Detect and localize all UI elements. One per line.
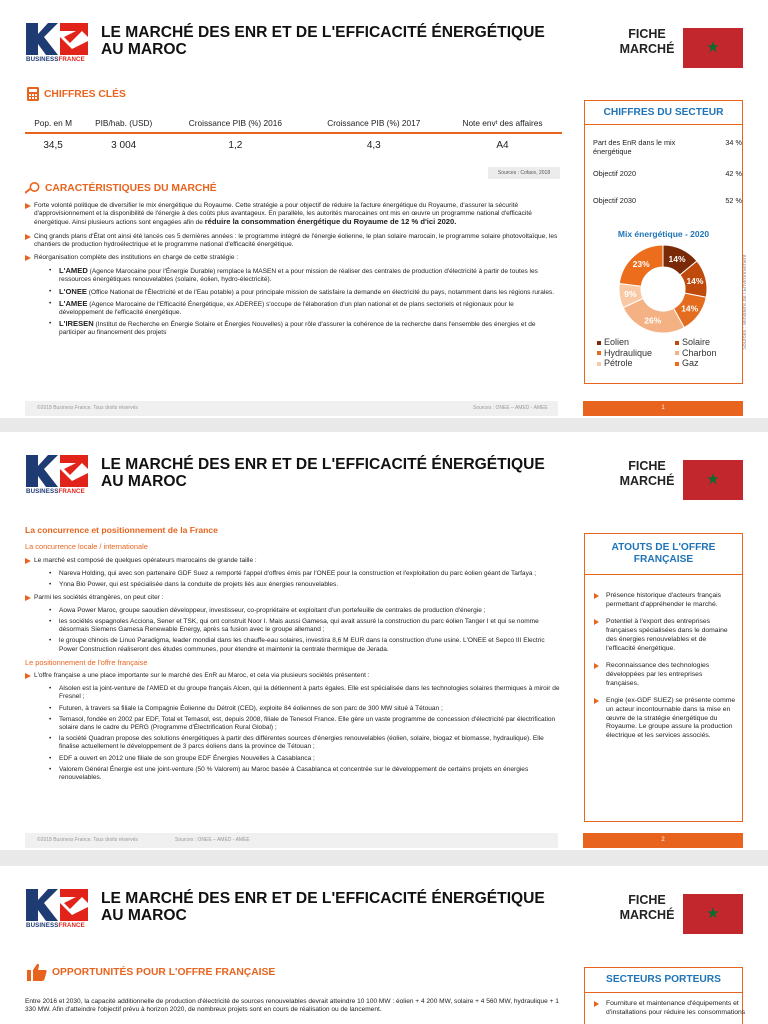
sector-figures-box (584, 100, 743, 384)
competition-text (25, 557, 565, 785)
caracteristiques-heading: CARACTÉRISTIQUES DU MARCHÉ (45, 183, 217, 194)
magnifier-icon (25, 182, 41, 194)
bullet-item (25, 202, 560, 228)
page-number: 2 (661, 837, 665, 843)
bullet-text: Forte volonté politique de diversifier le mix énergétique du Royaume. Cette stratégie a pour objectif de réduire la facture énergétique du Royaume, d'assurer la sécurité d'approvisionnement et la disponibilité de l'énergie à des coûts plus avantageux. En parallèle, les autorités marocaines ont mis en œuvre un programme national d'efficacité énergétique. Ainsi plusieurs actions sont engagées afin de (34, 202, 532, 227)
legend-label: Solaire (682, 337, 711, 347)
atouts-box (584, 533, 743, 822)
fiche-line-1: FICHE (628, 27, 666, 41)
title-line-1: LE MARCHÉ DES ENR ET DE L'EFFICACITÉ ÉNERGÉTIQUE (101, 24, 545, 41)
star-icon: ★ (706, 39, 720, 56)
table-header-cell: Croissance PIB (%) 2016 (166, 114, 304, 133)
sub-bullet-item: • Alsolen est la joint-venture de l'AMED et du groupe français Alcen, qui la détiennent à parts égales. Elle est spécialisée dans les technologies solaires thermiques à miroir de Fresnel ; (49, 685, 565, 701)
legend-swatch (597, 351, 601, 355)
kv-label: Objectif 2030 (593, 196, 636, 205)
legend-item (597, 348, 652, 359)
page-1 (0, 0, 768, 418)
copyright-text: ©2018 Business France. Tous droits réservés (37, 405, 138, 411)
legend-swatch (675, 362, 679, 366)
institution-name: L'ONEE (59, 286, 87, 296)
institution-desc: (Institut de Recherche en Énergie Solaire et Énergies Nouvelles) a pour rôle d'assurer la cohérence de la recherche dans l'ensemble des énergies et de participer au financement des projets (59, 321, 536, 337)
legend-swatch (675, 351, 679, 355)
opportunites-heading: OPPORTUNITÉS POUR L'OFFRE FRANÇAISE (52, 967, 276, 978)
business-france-logo (26, 455, 88, 497)
divider (585, 574, 742, 575)
sub-bullet-item (49, 300, 560, 317)
institution-desc: (Agence Marocaine pour l'Énergie Durable) remplace la MASEN et a pour mission de réaliser des centrales de production d'électricité à partir de toutes les ressources énergétiques renouvelables (solaire, éolien, hydro-électricité). (59, 268, 538, 284)
donut-label: 23% (632, 259, 650, 270)
legend-swatch (597, 362, 601, 366)
chart-legend (597, 337, 737, 369)
page-footer (25, 833, 743, 848)
kv-value: 52 % (725, 196, 742, 205)
table-cell: 4,3 (366, 139, 381, 151)
sub-bullet-item: • Nareva Holding, qui avec son partenaire GDF Suez a remporté l'appel d'offres émis par l'ONEE pour la construction et l'exploitation du parc éolien géant de Tarfaya ; (49, 570, 565, 578)
bullet-item (25, 557, 565, 565)
star-icon: ★ (706, 905, 720, 922)
title-line-2: AU MAROC (101, 41, 187, 58)
page-3 (0, 866, 768, 1024)
donut-label: 14% (686, 275, 704, 286)
table-cell: 1,2 (228, 139, 243, 151)
star-icon: ★ (706, 471, 720, 488)
bullet-text: L'offre française a une place importante sur le marché des EnR au Maroc, et cela via plusieurs sociétés présentent : (34, 672, 370, 680)
fiche-line-2: MARCHÉ (619, 474, 675, 488)
footer-sources: Sources : ONEE – AMED - AMEE (175, 837, 250, 843)
concurrence-locale-heading: La concurrence locale / internationale (25, 542, 148, 551)
fiche-line-1: FICHE (628, 459, 666, 473)
institution-desc: (Agence Marocaine de l'Efficacité Énergétique, ex ADEREE) s'occupe de l'élaboration d'un plan national et de plans sectoriels et régionaux pour le développement de l'efficacité énergétique. (59, 300, 514, 317)
morocco-flag (683, 460, 743, 500)
fiche-line-2: MARCHÉ (619, 42, 675, 56)
fiche-marche-label (616, 459, 678, 489)
kv-value: 34 % (725, 138, 742, 147)
legend-swatch (675, 341, 679, 345)
donut-label: 14% (668, 254, 686, 265)
title-line-1: LE MARCHÉ DES ENR ET DE L'EFFICACITÉ ÉNERGÉTIQUE (101, 890, 545, 907)
vertical-source-note: Sources : Ministère de l'Environnement (742, 254, 748, 350)
bullet-item (25, 233, 560, 249)
fiche-line-1: FICHE (628, 893, 666, 907)
legend-item (597, 358, 633, 369)
list-item: Potentiel à l'export des entreprises françaises spécialisées dans le domaine des énergies renouvelables et de l'efficacité énergétique. (591, 618, 737, 653)
table-header-cell: Croissance PIB (%) 2017 (305, 114, 443, 133)
sub-bullet-item (49, 267, 560, 284)
legend-label: Eolien (604, 337, 630, 347)
donut-label: 26% (644, 315, 662, 326)
kv-value: 42 % (725, 169, 742, 178)
secteurs-title: SECTEURS PORTEURS (606, 974, 721, 985)
chart-title: Mix énergétique - 2020 (617, 229, 710, 239)
sub-bullet-item: • Ynna Bio Power, qui est spécialisée dans la conduite de projets liés aux énergies renouvelables. (49, 581, 565, 589)
secteurs-porteurs-box (584, 967, 746, 1024)
business-france-logo (26, 889, 88, 931)
sub-bullet-item (49, 320, 560, 337)
donut-label: 14% (681, 303, 699, 314)
sub-bullet-item: • Aowa Power Maroc, groupe saoudien développeur, investisseur, co-propriétaire et exploitant d'un portefeuille de centrales de production d'énergie ; (49, 607, 565, 615)
table-header-cell: Pop. en M (25, 114, 81, 133)
bullet-text: Le marché est composé de quelques opérateurs marocains de grande taille : (34, 557, 257, 564)
logo-word: BUSINESS (26, 922, 59, 929)
legend-swatch (597, 341, 601, 345)
atouts-list (591, 592, 737, 750)
legend-item (597, 337, 629, 348)
morocco-flag (683, 28, 743, 68)
sub-bullet-item (49, 288, 560, 297)
logo-word2: FRANCE (58, 56, 85, 63)
kv-label: Objectif 2020 (593, 169, 636, 178)
atouts-title: ATOUTS DE L'OFFRE FRANÇAISE (611, 542, 716, 565)
thumbs-up-icon (27, 963, 47, 981)
institution-name: L'IRESEN (59, 319, 94, 329)
legend-item (675, 337, 710, 348)
fiche-marche-label (616, 893, 678, 923)
list-item: Présence historique d'acteurs français permettant d'appréhender le marché. (591, 592, 737, 609)
fiche-marche-label (616, 27, 678, 57)
bullet-text: Réorganisation complète des institutions en charge de cette stratégie : (34, 254, 239, 262)
footer-sources: Sources : ONEE – AMED - AMEE (473, 405, 548, 411)
table-cell: A4 (496, 139, 509, 151)
energy-mix-donut-chart (585, 244, 742, 334)
logo-word2: FRANCE (58, 922, 85, 929)
sub-bullet-item: • Temasol, fondée en 2002 par EDF, Total et Temasol, est, depuis 2008, filiale de Tenesol France. Elle gère un vaste programme de concession d'électricité par électrification solaire dans le cadre du PERG (Programme d'Électrification Rural Global) ; (49, 716, 565, 732)
key-figures-table (25, 114, 562, 156)
list-item: Reconnaissance des technologies développées par les entreprises françaises. (591, 662, 737, 688)
page-title (101, 24, 571, 58)
logo-word: BUSINESS (26, 488, 59, 495)
institution-name: L'AMEE (59, 298, 88, 308)
page-number: 1 (661, 405, 665, 411)
market-characteristics-text (25, 202, 560, 341)
legend-item (675, 348, 717, 359)
bullet-text: Cinq grands plans d'État ont ainsi été lancés ces 5 dernières années : le programme intégré de l'énergie éolienne, le plan solaire marocain, le programme solaire photovoltaïque, les chantiers de production hydroélectrique et le programme national d'efficacité énergétique. (34, 232, 558, 248)
table-cell: 3 004 (111, 139, 137, 151)
concurrence-heading: La concurrence et positionnement de la France (25, 525, 218, 535)
legend-label: Charbon (682, 347, 717, 358)
logo-word: BUSINESS (26, 56, 59, 63)
morocco-flag (683, 894, 743, 934)
bullet-item (25, 254, 560, 262)
divider (585, 124, 742, 125)
chiffres-cles-heading: CHIFFRES CLÉS (44, 89, 126, 100)
table-source: Sources : Coface, 2018 (488, 167, 560, 179)
divider (585, 992, 742, 993)
sub-bullet-item: • Valorem Général Énergie est une joint-venture (50 % Valorem) au Maroc basée à Casablanca et concentrée sur le développement de certains projets en énergies renouvelables. (49, 766, 565, 782)
donut-label: 9% (624, 289, 637, 300)
list-item: Fourniture et maintenance d'équipements et d'installations pour réduire les consommations (591, 1000, 746, 1017)
kv-row (593, 169, 742, 178)
opportunities-intro: Entre 2016 et 2030, la capacité additionnelle de production d'électricité de sources renouvelables devrait atteindre 10 100 MW : éolien + 4 200 MW, solaire + 4 560 MW, hydraulique + 1 330 MW. Afin d'atteindre l'objectif prévu à horizon 2020, de nombreux projets sont en cours de réalisation ou de lancement. (25, 998, 559, 1014)
positionnement-heading: Le positionnement de l'offre française (25, 657, 148, 667)
title-line-1: LE MARCHÉ DES ENR ET DE L'EFFICACITÉ ÉNERGÉTIQUE (101, 456, 545, 473)
page-2 (0, 432, 768, 850)
bullet-item (25, 672, 565, 680)
sub-bullet-item: • EDF a ouvert en 2012 une filiale de son groupe EDF Énergies Nouvelles à Casablanca ; (49, 755, 565, 763)
sub-bullet-item: • la société Quadran propose des solutions énergétiques à partir des différentes sources d'énergies renouvelables (éolien, solaire, biogaz et biomasse, hydraulique). Elle finalise actuellement le développement de 3 parcs éoliens dans la province de Tétouan ; (49, 735, 565, 751)
institution-desc: (Office National de l'Électricité et de l'Eau potable) a pour principale mission de satisfaire la demande en électricité du pays, notamment dans les régions rurales. (88, 288, 555, 296)
copyright-text: ©2018 Business France. Tous droits réservés (37, 837, 138, 843)
sub-bullet-item: • le groupe chinois de Linuo Paradigma, leader mondial dans les chauffe-eau solaires, investira 8,6 M EUR dans la construction d'une usine. L'ONEE et Sepco III Electric Power Construction réaliseront des études communes, pour étendre et maintenir la centrale thermique de Jerada. (49, 637, 565, 653)
business-france-logo (26, 23, 88, 65)
bullet-bold-text: réduire la consommation énergétique du Royaume de 12 % d'ici 2020. (204, 217, 457, 227)
bullet-item (25, 594, 565, 602)
logo-word2: FRANCE (58, 488, 85, 495)
table-header-cell: Note envᵗ des affaires (443, 114, 562, 133)
sub-bullet-item: • Futuren, à travers sa filiale la Compagnie Éolienne du Détroit (CED), exploite 84 éoliennes de son parc de 300 MW situé à Tétouan ; (49, 705, 565, 713)
page-title (101, 456, 571, 490)
title-line-2: AU MAROC (101, 907, 187, 924)
sub-bullet-item: • les sociétés espagnoles Acciona, Sener et TSK, qui ont construit Noor I. Mais aussi Gamesa, qui avait assuré la construction du parc éolien Tanger I et qui se nomme désormais Siemens Gamesa Renewable Energy, après sa fusion avec le groupe allemand ; (49, 618, 565, 634)
calculator-icon (27, 87, 39, 101)
kv-row (593, 138, 742, 156)
table-header-row (25, 114, 562, 133)
table-row (25, 133, 562, 156)
title-line-2: AU MAROC (101, 473, 187, 490)
legend-label: Hydraulique (604, 347, 653, 358)
kv-label: Part des EnR dans le mix énergétique (593, 138, 676, 156)
table-cell: 34,5 (43, 139, 63, 151)
bullet-text: Parmi les sociétés étrangères, on peut citer : (34, 593, 164, 601)
list-item: Engie (ex-GDF SUEZ) se présente comme un acteur incontournable dans la mise en œuvre de la stratégie énergétique du Royaume. Le groupe assure la production électrique et les services associés. (591, 697, 737, 741)
legend-label: Gaz (682, 358, 699, 368)
legend-label: Pétrole (604, 358, 633, 368)
fiche-line-2: MARCHÉ (619, 908, 675, 922)
kv-row (593, 196, 742, 205)
page-title (101, 890, 571, 924)
sector-figures-title: CHIFFRES DU SECTEUR (603, 107, 724, 118)
legend-item (675, 358, 699, 369)
table-header-cell: PIB/hab. (USD) (81, 114, 166, 133)
institution-name: L'AMED (59, 266, 88, 276)
page-footer (25, 401, 743, 416)
